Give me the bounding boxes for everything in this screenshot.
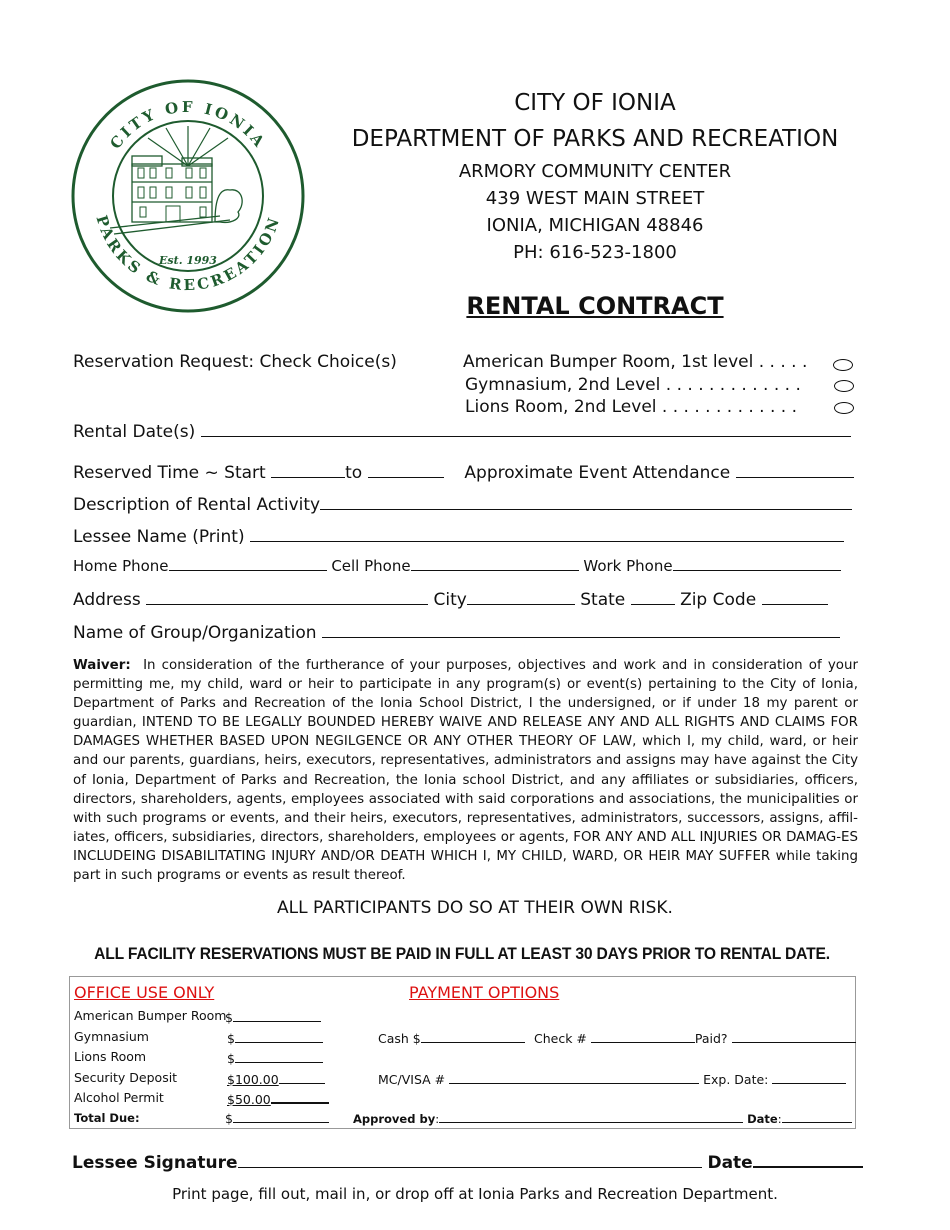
- lions-room-fee-field[interactable]: [235, 1049, 323, 1063]
- state-label: State: [580, 590, 626, 610]
- signature-date-field[interactable]: [753, 1150, 863, 1168]
- signature-label: Lessee Signature: [72, 1153, 238, 1173]
- total-due-label: Total Due:: [74, 1111, 140, 1125]
- cell-phone-label: Cell Phone: [331, 557, 411, 575]
- description-row: [73, 492, 852, 515]
- header-department: DEPARTMENT OF PARKS AND RECREATION: [351, 126, 839, 152]
- option-gymnasium: [465, 375, 801, 395]
- total-due-dollar: $: [225, 1111, 233, 1126]
- payment-options-heading: PAYMENT OPTIONS: [409, 983, 560, 1002]
- attendance-label: Approximate Event Attendance: [464, 463, 731, 483]
- office-row-value-text: $: [225, 1010, 233, 1025]
- attendance-field[interactable]: [736, 460, 854, 478]
- underline-filler: [279, 1070, 325, 1084]
- lessee-name-row: [73, 524, 844, 547]
- option-lions-room: [465, 397, 797, 417]
- rental-dates-row: [73, 419, 851, 442]
- security-deposit-value: $100.00: [227, 1072, 279, 1087]
- mcvisa-row: [378, 1070, 846, 1087]
- paid-label: Paid?: [694, 1031, 728, 1046]
- signature-field[interactable]: [238, 1150, 702, 1168]
- header-center: ARMORY COMMUNITY CENTER: [458, 161, 732, 182]
- group-row: [73, 620, 840, 643]
- work-phone-field[interactable]: [673, 557, 841, 571]
- option-label: American Bumper Room, 1st level . . . . .: [463, 352, 808, 372]
- office-row-label: Gymnasium: [74, 1029, 149, 1044]
- seal-bottom-text: PARKS & RECREATION: [92, 213, 284, 295]
- phones-row: [73, 557, 841, 575]
- office-row-value: [227, 1049, 323, 1066]
- approved-date-field[interactable]: [782, 1111, 852, 1123]
- office-row-value: [227, 1070, 325, 1087]
- radio-lions-room[interactable]: [834, 402, 854, 414]
- reservation-label: Reservation Request: Check Choice(s): [73, 352, 397, 372]
- office-row-label: Security Deposit: [74, 1070, 178, 1085]
- office-use-heading: OFFICE USE ONLY: [74, 983, 215, 1002]
- option-label: Lions Room, 2nd Level . . . . . . . . . . . . .: [465, 397, 798, 417]
- total-due-field[interactable]: [233, 1109, 329, 1123]
- approved-row: Approved by: Date:: [353, 1111, 852, 1126]
- waiver-text: In consideration of the furtherance of your purposes, objectives and work and in consideration of your permitting me, my child, ward or heir to participate in any program(s) or event(s) pertaining to the City of Ionia, Department of Parks and Recreation of the Ionia School District, I the undersigned, or if under 18 my parent or guardian, INTEND TO BE LEGALLY BOUNDED HEREBY WAIVE AND RELEASE ANY AND ALL RIGHTS AND CLAIMS FOR DAMAGES WHETHER BASED UPON NEGILGENCE OR ANY OTHER THEORY OF LAW, which I, my child, ward, or heir and our parents, guardians, heirs, executors, representatives, administrators and assigns may have against the City of Ionia, Department of Parks and Recreation, the Ionia school District, and any affiliates or subsidiaries, officers, directors, shareholders, agents, employees associated with said corporations and associations, the municipalities or with such programs or events, and their heirs, executors, representatives, administrators, successors, assigns, affil-iates, officers, subsidiaries, directors, shareholders, employees or agents, FOR ANY AND ALL INJURIES OR DAMAG-ES INCLUDEING DISABILITATING INJURY AND/OR DEATH WHICH I, MY CHILD, WARD, OR HEIR MAY SUFFER while taking part in such programs or events as result thereof.: [73, 658, 858, 884]
- description-label: Description of Rental Activity: [73, 495, 321, 515]
- armory-building-icon: [110, 156, 242, 234]
- to-label: to: [345, 463, 363, 483]
- header-citystate: IONIA, MICHIGAN 48846: [486, 215, 704, 236]
- state-field[interactable]: [631, 587, 675, 605]
- radio-bumper-room[interactable]: [833, 359, 853, 371]
- rental-dates-label: Rental Date(s): [73, 422, 196, 442]
- alcohol-permit-value: $50.00: [227, 1092, 271, 1107]
- seal-top-text: CITY OF IONIA: [106, 97, 270, 153]
- mcvisa-label: MC/VISA #: [378, 1072, 446, 1087]
- check-label: Check #: [534, 1031, 587, 1046]
- total-due-text: Total Due: [74, 1111, 135, 1125]
- office-row-label: Lions Room: [74, 1049, 147, 1064]
- waiver-label: Waiver:: [73, 658, 131, 673]
- header-phone: PH: 616-523-1800: [513, 242, 677, 263]
- description-field[interactable]: [320, 492, 852, 510]
- exp-date-label: Exp. Date:: [703, 1072, 769, 1087]
- office-row-value: [227, 1090, 329, 1107]
- zip-label: Zip Code: [680, 590, 757, 610]
- address-row: [73, 587, 828, 610]
- group-label: Name of Group/Organization: [73, 623, 317, 643]
- group-field[interactable]: [322, 620, 840, 638]
- lessee-name-label: Lessee Name (Print): [73, 527, 245, 547]
- city-label: City: [433, 590, 467, 610]
- header-street: 439 WEST MAIN STREET: [485, 188, 705, 209]
- waiver-paragraph: [73, 656, 858, 885]
- lessee-name-field[interactable]: [250, 524, 844, 542]
- cash-row: [378, 1029, 525, 1046]
- check-field[interactable]: [591, 1029, 695, 1043]
- cell-phone-field[interactable]: [411, 557, 579, 571]
- rental-dates-field[interactable]: [201, 419, 851, 437]
- home-phone-label: Home Phone: [73, 557, 169, 575]
- city-seal-logo: [70, 78, 306, 314]
- end-time-field[interactable]: [368, 460, 444, 478]
- work-phone-label: Work Phone: [583, 557, 673, 575]
- cash-field[interactable]: [421, 1029, 525, 1043]
- approved-field[interactable]: [439, 1111, 743, 1123]
- footer-instructions: Print page, fill out, mail in, or drop off at Ionia Parks and Recreation Department.: [172, 1185, 778, 1203]
- risk-notice: ALL PARTICIPANTS DO SO AT THEIR OWN RISK.: [277, 898, 673, 918]
- approved-date-label: Date: [747, 1112, 778, 1126]
- cash-label: Cash $: [378, 1031, 421, 1046]
- office-row-value-text: $: [227, 1031, 235, 1046]
- payment-deadline-notice: ALL FACILITY RESERVATIONS MUST BE PAID IN FULL AT LEAST 30 DAYS PRIOR TO RENTAL DATE.: [94, 944, 830, 963]
- option-label: Gymnasium, 2nd Level . . . . . . . . . . . . .: [465, 375, 801, 395]
- seal-est-text: Est. 1993: [159, 254, 217, 267]
- mcvisa-field[interactable]: [449, 1070, 699, 1084]
- address-label: Address: [73, 590, 141, 610]
- total-due-value: [225, 1109, 329, 1126]
- radio-gymnasium[interactable]: [834, 380, 854, 392]
- start-time-field[interactable]: [271, 460, 345, 478]
- page-title: RENTAL CONTRACT: [466, 292, 724, 320]
- option-bumper-room: [463, 352, 807, 372]
- signature-date-label: Date: [707, 1153, 753, 1173]
- office-use-box: [69, 976, 856, 1129]
- office-row-label: Alcohol Permit: [74, 1090, 164, 1105]
- underline-filler: [271, 1090, 329, 1104]
- check-row: [534, 1029, 856, 1046]
- address-field[interactable]: [146, 587, 428, 605]
- exp-date-field[interactable]: [772, 1070, 846, 1084]
- header-city: CITY OF IONIA: [514, 90, 676, 116]
- home-phone-field[interactable]: [169, 557, 327, 571]
- gymnasium-fee-field[interactable]: [235, 1029, 323, 1043]
- office-row-value-text: $: [227, 1051, 235, 1066]
- office-row-value: [225, 1008, 321, 1025]
- start-time-label: Reserved Time ~ Start: [73, 463, 266, 483]
- paid-field[interactable]: [732, 1029, 856, 1043]
- office-row-label: American Bumper Room: [74, 1008, 227, 1023]
- bumper-room-fee-field[interactable]: [233, 1008, 321, 1022]
- reserved-time-row: [73, 460, 854, 483]
- signature-row: [72, 1150, 863, 1173]
- office-row-value: [227, 1029, 323, 1046]
- city-field[interactable]: [467, 587, 575, 605]
- approved-label: Approved by: [353, 1112, 436, 1126]
- zip-field[interactable]: [762, 587, 828, 605]
